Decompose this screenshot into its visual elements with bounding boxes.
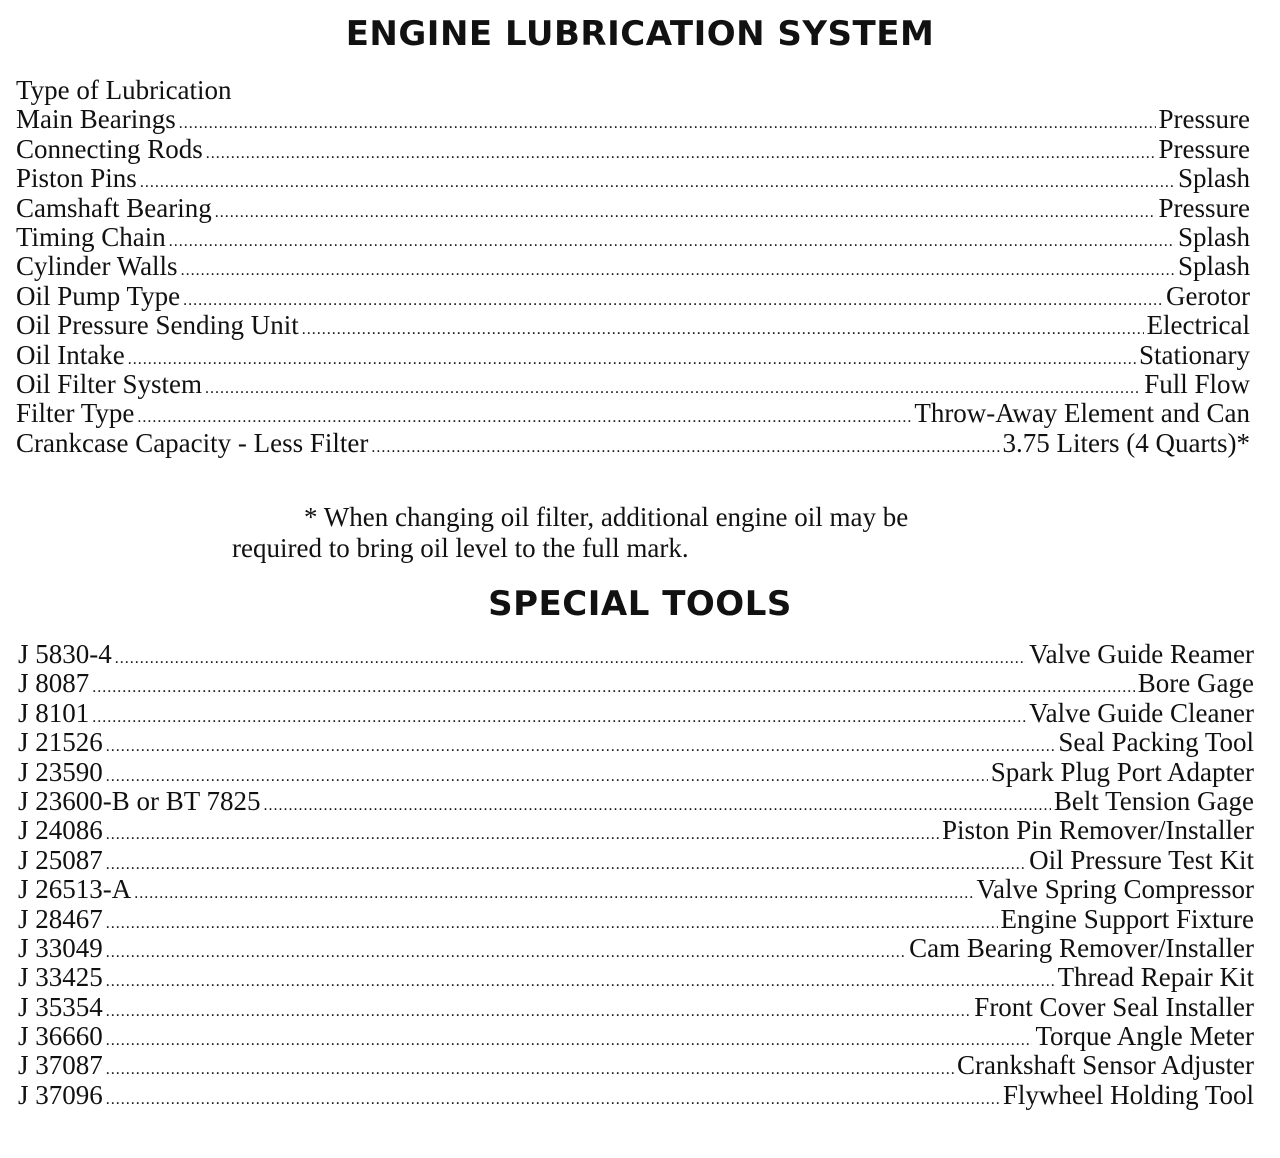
lubrication-row [16, 370, 1250, 399]
row-label: Oil Filter System [16, 369, 203, 399]
row-label: J 28467 [18, 904, 103, 934]
dot-leader [106, 938, 906, 963]
row-label: J 24086 [18, 816, 103, 846]
lubrication-row [16, 399, 1250, 428]
dot-leader [106, 1055, 954, 1080]
tool-row [18, 1051, 1254, 1080]
row-label: Main Bearings [16, 105, 176, 135]
tool-row [18, 669, 1254, 698]
row-label: Oil Intake [16, 340, 125, 370]
row-label: Oil Pump Type [16, 281, 181, 311]
row-label: J 23590 [18, 757, 103, 787]
row-value: Flywheel Holding Tool [1002, 1080, 1254, 1110]
row-label: J 8101 [18, 698, 90, 728]
row-value: Oil Pressure Test Kit [1029, 845, 1254, 875]
row-value: Full Flow [1144, 369, 1250, 399]
lubrication-spec-list [16, 76, 1250, 458]
row-label: Camshaft Bearing [16, 193, 212, 223]
row-label: Crankcase Capacity - Less Filter [16, 428, 369, 458]
row-value: Belt Tension Gage [1053, 786, 1254, 816]
row-value: Splash [1177, 222, 1250, 252]
lubrication-row [16, 311, 1250, 340]
tool-row [18, 1081, 1254, 1110]
row-value: Electrical [1146, 311, 1250, 341]
oil-filter-note [232, 502, 1082, 564]
dot-leader [215, 198, 1156, 223]
row-value: Valve Guide Cleaner [1029, 698, 1254, 728]
tool-row [18, 728, 1254, 757]
lubrication-title: ENGINE LUBRICATION SYSTEM [345, 14, 935, 54]
special-tools-title: SPECIAL TOOLS [488, 584, 792, 624]
row-value: Spark Plug Port Adapter [990, 757, 1254, 787]
dot-leader [205, 374, 1141, 399]
row-value: Torque Angle Meter [1035, 1022, 1254, 1052]
row-value: Cam Bearing Remover/Installer [909, 933, 1254, 963]
type-of-lubrication-heading [16, 76, 1250, 105]
tool-row [18, 905, 1254, 934]
row-label: J 25087 [18, 845, 103, 875]
row-label: Piston Pins [16, 164, 137, 194]
dot-leader [106, 820, 939, 845]
row-value: Front Cover Seal Installer [974, 992, 1254, 1022]
dot-leader [115, 644, 1026, 669]
dot-leader [169, 227, 1175, 252]
row-value: Splash [1177, 164, 1250, 194]
tool-row [18, 963, 1254, 992]
dot-leader [92, 703, 1026, 728]
lubrication-row [16, 252, 1250, 281]
lubrication-row [16, 282, 1250, 311]
row-label: J 23600-B or BT 7825 [18, 786, 261, 816]
row-value: Pressure [1158, 134, 1250, 164]
note-line-2: required to bring oil level to the full mark. [232, 533, 689, 563]
row-label: J 33049 [18, 933, 103, 963]
row-label: J 5830-4 [18, 640, 112, 669]
row-label: Oil Pressure Sending Unit [16, 311, 299, 341]
dot-leader [302, 315, 1144, 340]
row-value: 3.75 Liters (4 Quarts)* [1002, 428, 1250, 458]
tool-row [18, 787, 1254, 816]
dot-leader [106, 997, 972, 1022]
dot-leader [137, 403, 911, 428]
dot-leader [106, 850, 1026, 875]
row-label: J 37087 [18, 1051, 103, 1081]
row-label: J 33425 [18, 963, 103, 993]
note-line-1: * When changing oil filter, additional engine oil may be [304, 502, 909, 532]
row-value: Pressure [1158, 105, 1250, 135]
row-value: Seal Packing Tool [1058, 728, 1254, 758]
tool-row [18, 993, 1254, 1022]
dot-leader [264, 791, 1051, 816]
dot-leader [206, 139, 1156, 164]
row-label: Timing Chain [16, 222, 166, 252]
row-value: Engine Support Fixture [1000, 904, 1254, 934]
tool-row [18, 934, 1254, 963]
row-value: Piston Pin Remover/Installer [942, 816, 1254, 846]
type-heading-label: Type of Lubrication [16, 76, 232, 105]
tool-row [18, 816, 1254, 845]
dot-leader [106, 1085, 1000, 1110]
row-label: J 26513-A [18, 875, 132, 905]
row-value: Pressure [1158, 193, 1250, 223]
lubrication-row [16, 135, 1250, 164]
tool-row [18, 846, 1254, 875]
row-value: Gerotor [1166, 281, 1250, 311]
row-value: Thread Repair Kit [1057, 963, 1254, 993]
row-label: Filter Type [16, 399, 135, 429]
tool-row [18, 699, 1254, 728]
row-label: J 36660 [18, 1022, 103, 1052]
lubrication-row [16, 223, 1250, 252]
row-label: Cylinder Walls [16, 252, 178, 282]
dot-leader [183, 286, 1163, 311]
lubrication-row [16, 164, 1250, 193]
dot-leader [106, 909, 998, 934]
lubrication-row [16, 429, 1250, 458]
lubrication-row [16, 194, 1250, 223]
row-label: J 37096 [18, 1080, 103, 1110]
row-label: J 21526 [18, 728, 103, 758]
row-value: Stationary [1139, 340, 1250, 370]
row-value: Valve Spring Compressor [976, 875, 1254, 905]
dot-leader [179, 109, 1156, 134]
row-value: Valve Guide Reamer [1029, 640, 1254, 669]
row-value: Crankshaft Sensor Adjuster [957, 1051, 1254, 1081]
row-value: Splash [1177, 252, 1250, 282]
dot-leader [128, 345, 1136, 370]
row-label: J 35354 [18, 992, 103, 1022]
lubrication-row [16, 105, 1250, 134]
tool-row [18, 1022, 1254, 1051]
row-label: Connecting Rods [16, 134, 203, 164]
special-tools-list [18, 640, 1254, 1110]
tool-row [18, 640, 1254, 669]
tool-row [18, 875, 1254, 904]
dot-leader [106, 1026, 1033, 1051]
dot-leader [106, 732, 1056, 757]
dot-leader [92, 673, 1135, 698]
dot-leader [371, 433, 999, 458]
row-value: Throw-Away Element and Can [914, 399, 1250, 429]
dot-leader [106, 762, 988, 787]
row-value: Bore Gage [1137, 669, 1254, 699]
dot-leader [140, 168, 1175, 193]
tool-row [18, 758, 1254, 787]
lubrication-row [16, 341, 1250, 370]
dot-leader [134, 879, 973, 904]
row-label: J 8087 [18, 669, 90, 699]
dot-leader [106, 967, 1055, 992]
dot-leader [181, 256, 1175, 281]
